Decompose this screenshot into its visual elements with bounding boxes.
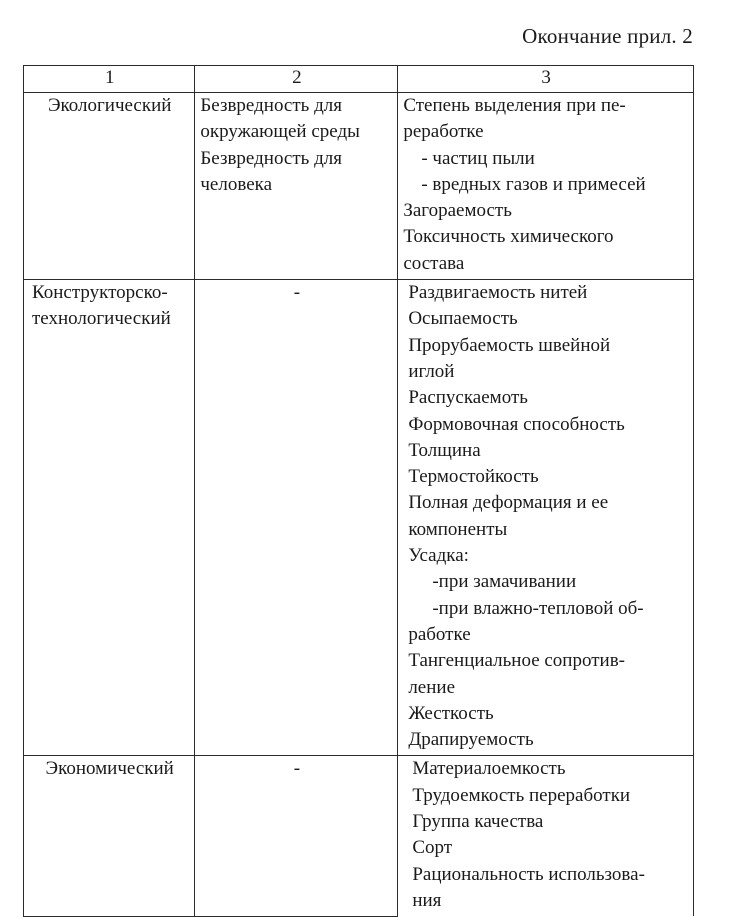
row-properties-cell	[398, 756, 694, 916]
property-line: Сорт	[412, 837, 453, 859]
page-header: Окончание прил. 2	[522, 24, 693, 48]
column-header-3: 3	[398, 66, 694, 93]
category-label: Экономический	[45, 758, 174, 780]
row-properties-cell	[398, 280, 694, 756]
table-header-row	[24, 66, 694, 93]
properties-table	[23, 65, 694, 917]
property-line: работке	[408, 623, 471, 645]
column-header-2: 2	[195, 66, 398, 93]
property-line: Раздвигаемость нитей	[408, 282, 588, 304]
table-row	[24, 93, 694, 280]
property-line: Драпируемость	[408, 729, 534, 751]
property-line: компоненты	[408, 518, 508, 540]
property-line: Полная деформация и ее	[408, 492, 609, 514]
property-line: реработке	[403, 121, 484, 143]
property-line: Формовочная способность	[408, 413, 625, 435]
property-line: Прорубаемость швейной	[408, 334, 611, 356]
property-line: Жесткость	[408, 702, 494, 724]
dash-placeholder: -	[293, 282, 301, 304]
group-line: окружающей среды	[200, 121, 360, 143]
property-line: ление	[408, 676, 456, 698]
property-subline: -при влажно-тепловой об-	[432, 597, 644, 619]
category-label: Экологический	[47, 95, 172, 116]
row-group-cell	[195, 756, 398, 916]
category-label: технологический	[32, 308, 171, 330]
property-line: ния	[412, 889, 442, 911]
property-line: Тангенциальное сопротив-	[408, 650, 625, 672]
property-line: Токсичность химического	[403, 226, 614, 248]
property-line: Распускаемоть	[408, 387, 528, 409]
property-line: Термостойкость	[408, 466, 539, 488]
property-subline: -при замачивании	[432, 571, 577, 593]
dash-placeholder: -	[293, 758, 301, 780]
row-category-ecological	[24, 93, 195, 280]
table-row	[24, 756, 694, 916]
row-category-economic	[24, 756, 195, 916]
property-line: Толщина	[408, 439, 481, 461]
property-line: иглой	[408, 360, 455, 382]
property-line: Трудоемкость переработки	[412, 784, 631, 806]
row-category-technological	[24, 280, 195, 756]
row-properties-cell	[398, 93, 694, 280]
property-line: Степень выделения при пе-	[403, 95, 626, 116]
group-line: Безвредность для	[200, 147, 342, 169]
group-line: Безвредность для	[200, 95, 342, 116]
property-line: состава	[403, 252, 465, 274]
table-row	[24, 280, 694, 756]
property-line: Осыпаемость	[408, 308, 518, 330]
group-line: человека	[200, 173, 273, 195]
property-line: Загораемость	[403, 200, 512, 222]
property-line: Рациональность использова-	[412, 863, 645, 885]
property-line: Усадка:	[408, 545, 469, 567]
row-group-cell	[195, 93, 398, 280]
property-line: Группа качества	[412, 811, 544, 833]
property-line: Материалоемкость	[412, 758, 566, 780]
property-subline: - частиц пыли	[421, 147, 535, 169]
category-label: Конструкторско-	[32, 282, 168, 304]
column-header-1: 1	[24, 66, 195, 93]
property-subline: - вредных газов и примесей	[421, 173, 646, 195]
row-group-cell	[195, 280, 398, 756]
